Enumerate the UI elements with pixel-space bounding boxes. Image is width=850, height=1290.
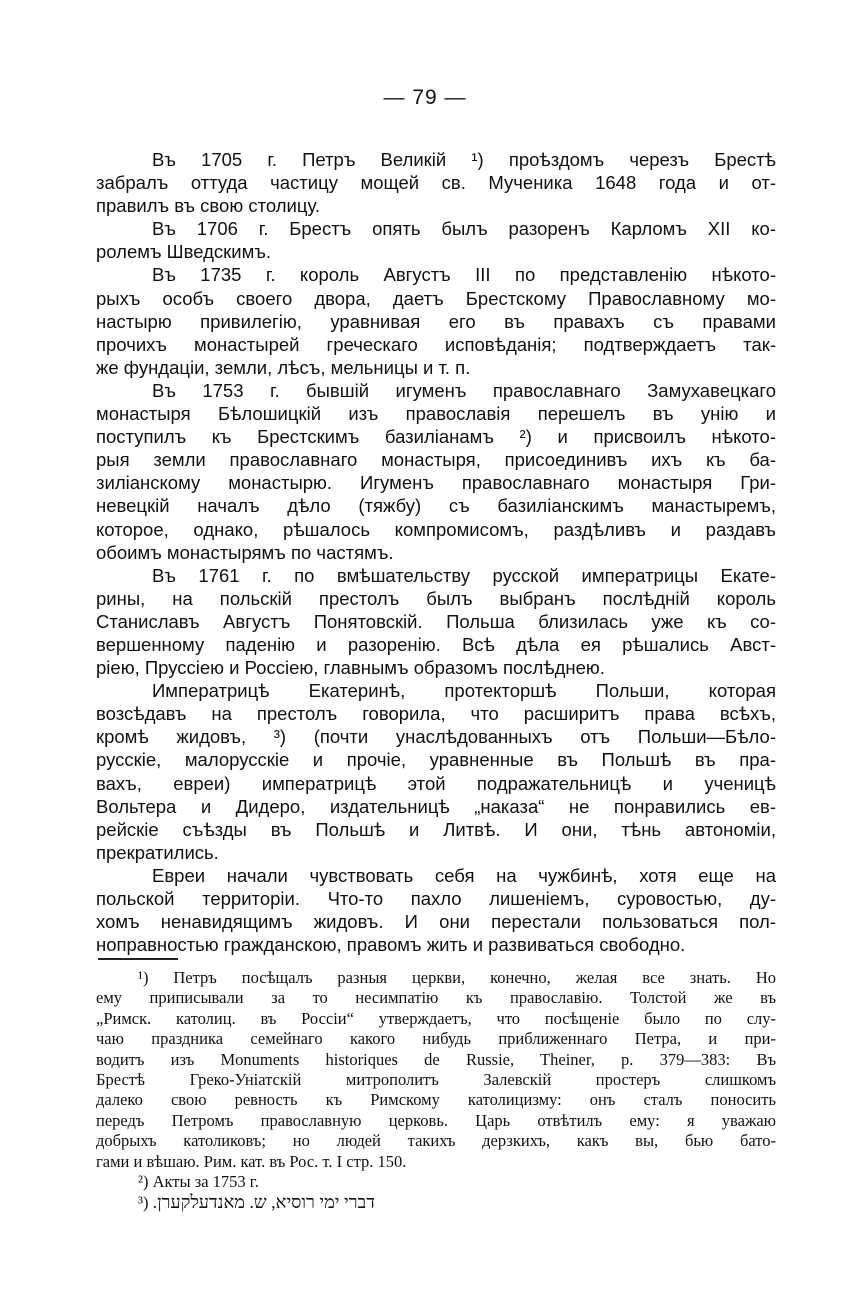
text-line: рыя земли православнаго монастыря, присоединивъ ихъ къ ба- [96, 449, 776, 471]
text-line: вахъ, евреи) императрицѣ этой подражательницѣ и ученицѣ [96, 772, 776, 794]
text-line: Станиславъ Августъ Понятовскій. Польша близилась уже къ со- [96, 610, 776, 632]
text-line: обоимъ монастырямъ по частямъ. [96, 541, 394, 563]
text-line: Императрицѣ Екатеринѣ, протекторшѣ Польши, которая [152, 680, 776, 702]
footnote-line: передъ Петромъ православную церковь. Царь отвѣтилъ ему: я уважаю [96, 1110, 776, 1130]
text-line: Въ 1753 г. бывшій игуменъ православнаго Замухавецкаго [152, 379, 776, 401]
footnote [96, 968, 776, 1172]
text-line: Въ 1706 г. Брестъ опять былъ разоренъ Карломъ XII ко- [152, 218, 776, 240]
footnote [96, 1172, 776, 1192]
text-line: польской территоріи. Что-то пахло лишеніемъ, суровостью, ду- [96, 888, 776, 909]
text-line: хомъ ненавидящимъ жидовъ. И они перестали пользоваться пол- [96, 911, 776, 933]
footnote-marker: ³) [138, 1193, 149, 1213]
text-line: рины, на польскій престолъ былъ выбранъ послѣдній король [96, 587, 776, 609]
text-line: Вольтера и Дидеро, издательницѣ „наказа“ не понравились ев- [96, 795, 776, 817]
text-line: кромѣ жидовъ, ³) (почти унаслѣдованныхъ отъ Польши—Бѣло- [96, 726, 776, 748]
text-line: вершенному паденію и разоренію. Всѣ дѣла ея рѣшались Авст- [96, 633, 776, 655]
paragraph [96, 217, 776, 263]
footnote-line: добрыхъ католиковъ; но людей такихъ дерзкихъ, какъ вы, бью бато- [96, 1131, 776, 1151]
text-line: возсѣдавъ на престолъ говорила, что расширитъ права всѣхъ, [96, 703, 776, 725]
text-line: Евреи начали чувствовать себя на чужбинѣ, хотя еще на [152, 864, 776, 886]
footnote-line: водитъ изъ Monuments historiques de Russie, Theiner, p. 379—383: Въ [96, 1049, 776, 1069]
footnote-line: гами и вѣшаю. Рим. кат. въ Рос. т. I стр. 150. [96, 1151, 407, 1171]
main-text [96, 148, 776, 956]
footnote-line: далеко свою ревность къ Римскому католицизму: онъ сталъ поносить [96, 1090, 776, 1110]
footnote-divider [98, 958, 178, 960]
text-line: Въ 1705 г. Петръ Великій ¹) проѣздомъ черезъ Брестѣ [152, 149, 776, 170]
footnote-line: ¹) Петръ посѣщалъ разныя церкви, конечно, желая все знать. Но [138, 968, 776, 987]
paragraph [96, 679, 776, 864]
text-line: Въ 1735 г. король Августъ III по представленію нѣкото- [152, 264, 776, 286]
page-number: — 79 — [383, 86, 467, 109]
text-line: прочихъ монастырей греческаго исповѣданія; подтверждаетъ так- [96, 333, 776, 355]
paragraph [96, 564, 776, 679]
footnotes [96, 968, 776, 1213]
hebrew-citation: דברי ימי רוסיא, ש. מאנדעלקערן. [152, 1192, 375, 1213]
footnote-line: ему приписывали за то несимпатію къ православію. Толстой же въ [96, 988, 776, 1008]
text-line: прекратились. [96, 841, 219, 863]
paragraph [96, 864, 776, 956]
footnote-line: „Римск. католиц. въ Россіи“ утверждаетъ, что посѣщеніе было по слу- [96, 1008, 776, 1028]
text-line: русскіе, малорусскіе и прочіе, уравненные въ Польшѣ въ пра- [96, 749, 776, 771]
text-line: зиліанскому монастырю. Игуменъ православнаго монастыря Гри- [96, 472, 776, 494]
footnote-line: ²) Акты за 1753 г. [138, 1171, 259, 1191]
text-line: забралъ оттуда частицу мощей св. Мученика 1648 года и от- [96, 172, 776, 194]
text-line: невецкій началъ дѣло (тяжбу) съ базиліанскимъ манастыремъ, [96, 495, 776, 517]
paragraph [96, 379, 776, 564]
footnote-line: Брестѣ Греко-Уніатскій митрополитъ Залевскій простеръ слишкомъ [96, 1069, 776, 1089]
paragraph [96, 148, 776, 217]
text-line: же фундаціи, земли, лѣсъ, мельницы и т. п. [96, 356, 471, 378]
text-line: ролемъ Шведскимъ. [96, 241, 272, 263]
text-line: которое, однако, рѣшалось компромисомъ, раздѣливъ и раздавъ [96, 518, 776, 540]
footnote-line: чаю праздника семейнаго какого нибудь приближеннаго Петра, и при- [96, 1029, 776, 1049]
paragraph [96, 263, 776, 378]
footnote [96, 1192, 776, 1212]
text-line: ноправностью гражданскою, правомъ жить и развиваться свободно. [96, 934, 686, 956]
text-line: рейскіе съѣзды въ Польшѣ и Литвѣ. И они, тѣнь автономіи, [96, 818, 776, 840]
text-line: ріею, Пруссіею и Россіею, главнымъ образомъ послѣднею. [96, 657, 605, 679]
text-line: Въ 1761 г. по вмѣшательству русской императрицы Екате- [152, 564, 776, 586]
text-line: настырю привилегію, уравнивая его въ правахъ съ правами [96, 310, 776, 332]
text-line: правилъ въ свою столицу. [96, 195, 321, 217]
text-line: поступилъ къ Брестскимъ базиліанамъ ²) и присвоилъ нѣкото- [96, 426, 776, 448]
text-line: рыхъ особъ своего двора, даетъ Брестскому Православному мо- [96, 287, 776, 309]
text-line: монастыря Бѣлошицкій изъ православія перешелъ въ унію и [96, 403, 776, 425]
footnote-line [96, 1192, 776, 1212]
